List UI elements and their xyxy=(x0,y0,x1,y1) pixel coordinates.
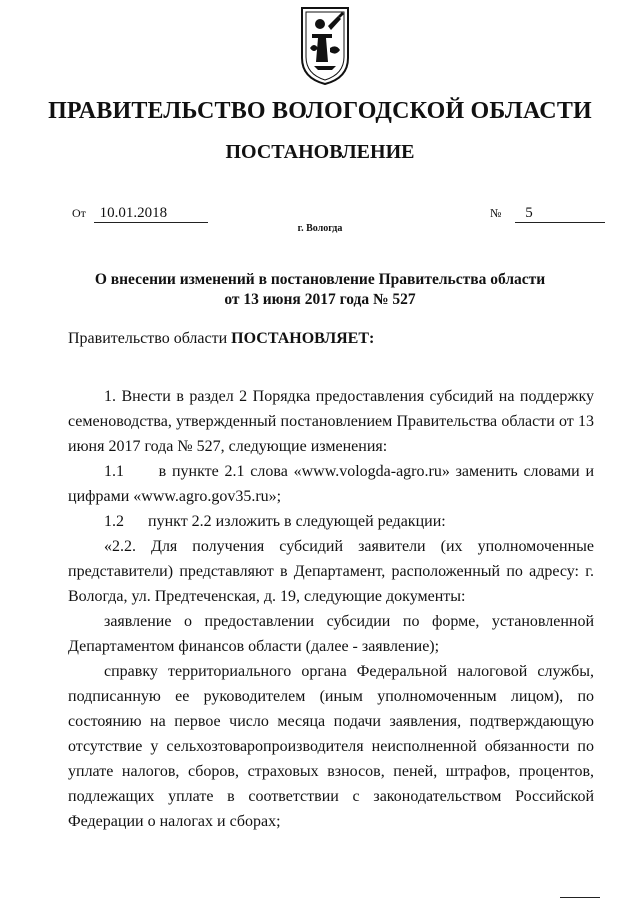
city-label: г. Вологда xyxy=(297,223,343,234)
document-subject xyxy=(60,270,580,310)
number-field xyxy=(490,205,605,223)
page-end-rule xyxy=(560,897,600,898)
date-value: 10.01.2018 xyxy=(94,205,208,223)
coat-of-arms-emblem xyxy=(298,4,352,86)
government-title: ПРАВИТЕЛЬСТВО ВОЛОГОДСКОЙ ОБЛАСТИ xyxy=(48,98,592,124)
document-type: ПОСТАНОВЛЕНИЕ xyxy=(225,141,415,163)
date-field xyxy=(72,205,208,223)
paragraph-application: заявление о предоставлении субсидии по форме, установленной Департаментом финансов области (далее - заявление); xyxy=(68,613,594,655)
paragraph-2-2: «2.2. Для получения субсидий заявители (их уполномоченные представители) представляют в Департамент, расположенный по адресу: г. Вологда, ул. Предтеченская, д. 19, следующие документы: xyxy=(68,538,594,605)
date-label: От xyxy=(72,206,86,220)
subject-line-1: О внесении изменений в постановление Правительства области xyxy=(94,271,546,288)
resolution-lead xyxy=(68,330,374,348)
document-body xyxy=(68,384,598,834)
number-label: № xyxy=(490,206,502,220)
number-value: 5 xyxy=(515,205,605,223)
subject-line-2: от 13 июня 2017 года № 527 xyxy=(224,291,416,308)
paragraph-1-1: 1.1 в пункте 2.1 слова «www.vologda-agro.ru» заменить словами и цифрами «www.agro.gov35.ru»; xyxy=(68,463,598,505)
paragraph-1: 1. Внести в раздел 2 Порядка предоставления субсидий на поддержку семеноводства, утвержденный постановлением Правительства области от 13 июня 2017 года № 527, следующие изменения: xyxy=(68,388,594,455)
lead-prefix: Правительство области xyxy=(68,330,232,347)
paragraph-1-2: 1.2 пункт 2.2 изложить в следующей редакции: xyxy=(104,513,446,530)
paragraph-tax-certificate: справку территориального органа Федеральной налоговой службы, подписанную ее руководителем (иным уполномоченным лицом), по состоянию на первое число месяца подачи заявления, подтверждающую отсутствие у сельхозтоваропроизводителя неисполненной обязанности по уплате налогов, сборов, страховых взносов, пеней, штрафов, процентов, подлежащих уплате в соответствии с законодательством Российской Федерации о налогах и сборах; xyxy=(68,663,594,830)
lead-verb: ПОСТАНОВЛЯЕТ: xyxy=(231,330,375,347)
